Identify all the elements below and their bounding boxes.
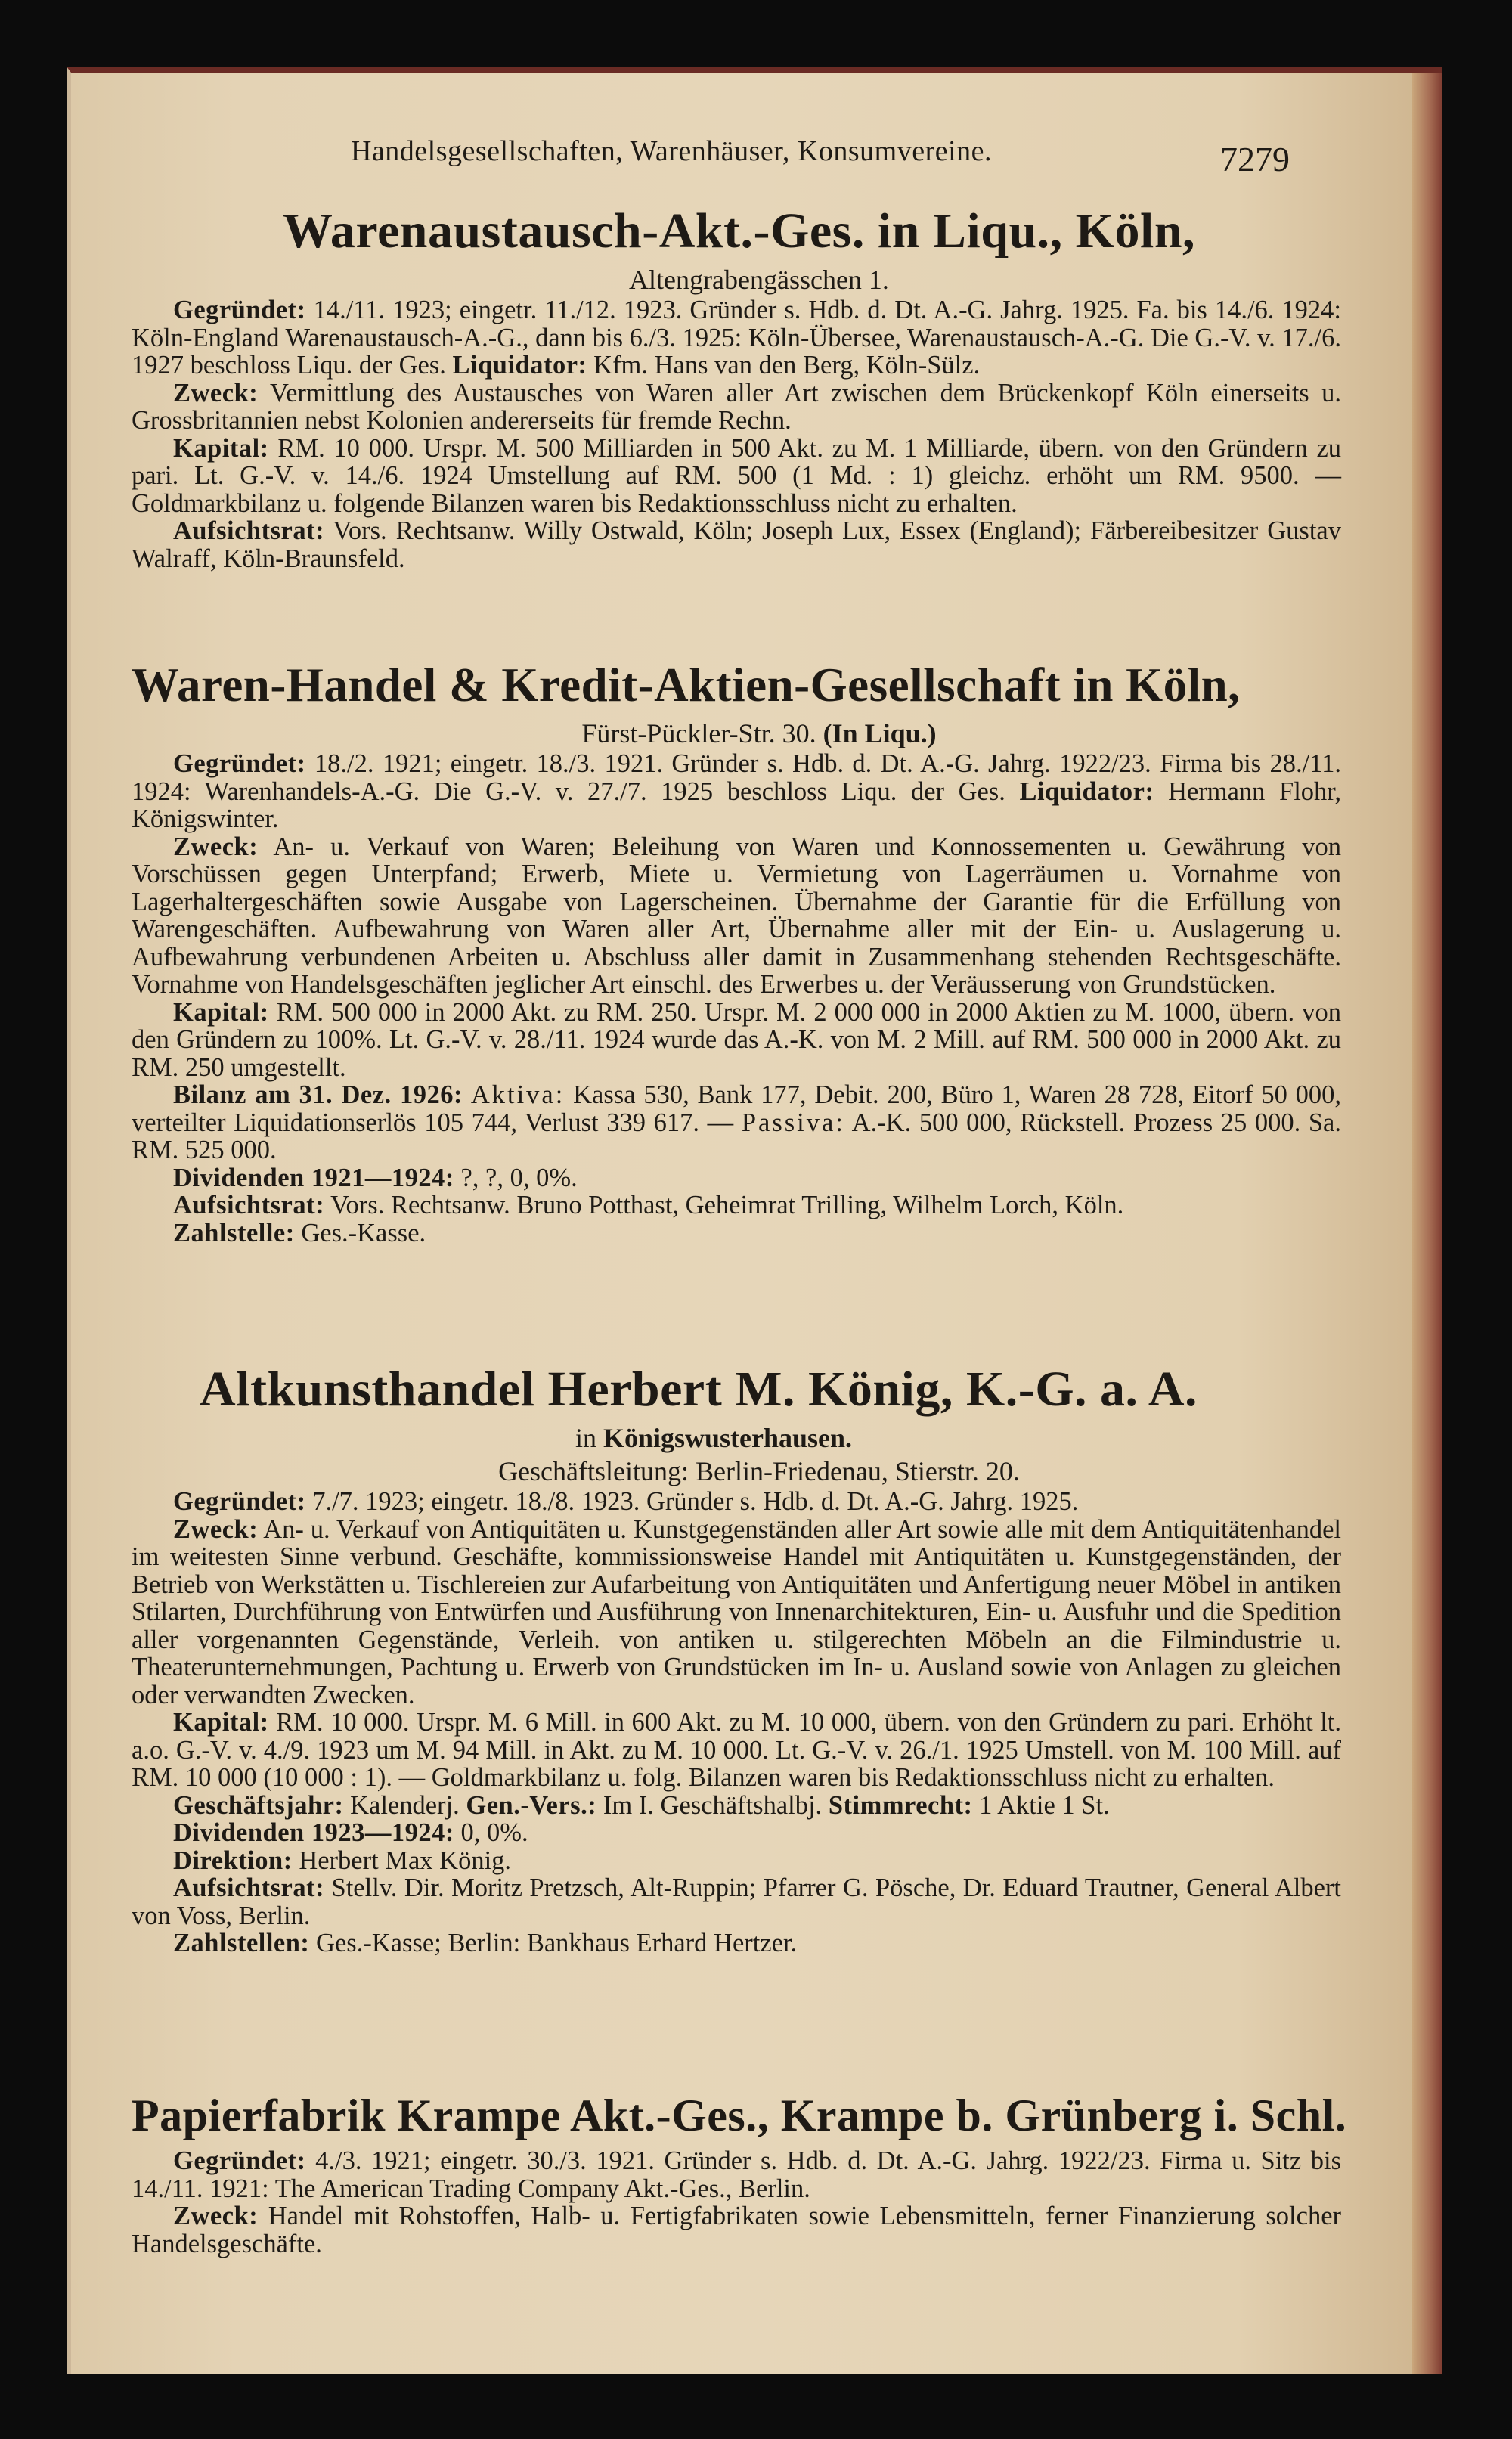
aufsichtsrat-label: Aufsichtsrat:: [173, 516, 325, 545]
dividenden-paragraph: [132, 1164, 1341, 1192]
page-edge: [1412, 73, 1442, 2374]
zahlstellen-label: Zahlstellen:: [173, 1929, 310, 1957]
zahlstellen-paragraph: [132, 1929, 1341, 1957]
stimmrecht-label: Stimmrecht:: [828, 1790, 973, 1820]
zweck-paragraph: [132, 1516, 1341, 1709]
passiva-label: Passiva:: [741, 1108, 845, 1137]
kapital-text: RM. 10 000. Urspr. M. 500 Milliarden in 500 Akt. zu M. 1 Milliarde, übern. von den Gründern zu pari. Lt. G.-V. v. 14./6. 1924 Umstellung auf RM. 500 (1 Md. : 1) gleichz. erhöht um RM. 9500. — Goldmarkbilanz u. folgende Bilanzen waren bis Redaktionsschluss nicht zu erhalten.: [132, 433, 1342, 518]
zahlstellen-text: Ges.-Kasse; Berlin: Bankhaus Erhard Hertzer.: [316, 1929, 798, 1957]
zahlstelle-paragraph: [132, 1220, 1341, 1247]
aufsichtsrat-label: Aufsichtsrat:: [173, 1191, 325, 1220]
gegruendet-label: Gegründet:: [173, 296, 306, 324]
dividenden-text: 0, 0%.: [460, 1818, 528, 1847]
entry-title: Warenaustausch-Akt.-Ges. in Liqu., Köln,: [283, 203, 1196, 259]
kapital-paragraph: [132, 1709, 1341, 1792]
zweck-text: Vermittlung des Austausches von Waren aller Art zwischen dem Brückenkopf Köln einerseits u. Grossbritannien nebst Kolonien andererseits für fremde Rechn.: [132, 378, 1341, 435]
dividenden-label: Dividenden 1923—1924:: [173, 1818, 454, 1847]
aufsichtsrat-text: Vors. Rechtsanw. Bruno Potthast, Geheimrat Trilling, Wilhelm Lorch, Köln.: [330, 1191, 1124, 1220]
geschaeftsjahr-paragraph: [132, 1792, 1341, 1820]
liquidation-status: (In Liqu.): [823, 718, 937, 748]
geschaeftsjahr-text: Kalenderj.: [350, 1790, 460, 1820]
aufsichtsrat-text: Stellv. Dir. Moritz Pretzsch, Alt-Ruppin; Pfarrer G. Pösche, Dr. Eduard Trautner, General Albert von Voss, Berlin.: [132, 1873, 1341, 1930]
entry-title: Waren-Handel & Kredit-Aktien-Gesellschaft in Köln,: [132, 659, 1241, 711]
kapital-label: Kapital:: [173, 433, 269, 463]
zweck-label: Zweck:: [173, 378, 259, 408]
direktion-label: Direktion:: [173, 1846, 293, 1875]
entry-address: [177, 717, 1341, 750]
zweck-paragraph: [132, 833, 1341, 999]
running-head: Handelsgesellschaften, Warenhäuser, Konsumvereine.: [351, 135, 993, 167]
location-prefix: in: [575, 1423, 596, 1453]
page-content: [101, 73, 1347, 2374]
direktion-text: Herbert Max König.: [299, 1846, 512, 1875]
entry-location: [86, 1421, 1341, 1455]
zweck-paragraph: [132, 2202, 1341, 2258]
bilanz-label: Bilanz am 31. Dez. 1926:: [173, 1080, 463, 1109]
entry-address: Geschäftsleitung: Berlin-Friedenau, Stierstr. 20.: [498, 1456, 1020, 1486]
gegruendet-paragraph: [132, 1488, 1341, 1516]
dividenden-label: Dividenden 1921—1924:: [173, 1163, 454, 1192]
dividenden-text: ?, ?, 0, 0%.: [460, 1163, 578, 1192]
liquidator-text: Hermann Flohr, Königswinter.: [132, 776, 1342, 833]
zweck-text: An- u. Verkauf von Waren; Beleihung von Waren und Konnossementen u. Gewährung von Vorschüssen gegen Unterpfand; Erwerb, Miete u. Vermietung von Lagerräumen u. Vornahme von Lagerhaltergeschäften sowie Ausgabe von Lagerscheinen. Übernahme der Garantie für die Erfüllung von Warengeschäften. Aufbewahrung von Waren aller Art, Übernahme aller mit der Ein- u. Auslagerung u. Aufbewahrung verbundenen Arbeiten u. Abschluss aller damit in Zusammenhang stehenden Rechtsgeschäfte. Vornahme von Handelsgeschäften jeglicher Art einschl. des Erwerbes u. der Veräusserung von Grundstücken.: [132, 832, 1341, 999]
location-name: Königswusterhausen.: [603, 1423, 853, 1453]
dividenden-paragraph: [132, 1819, 1341, 1847]
gegruendet-text: 18./2. 1921; eingetr. 18./3. 1921. Gründer s. Hdb. d. Dt. A.-G. Jahrg. 1922/23. Firma bis 28./11. 1924: Warenhandels-A.-G. Die G.-V. v. 27./7. 1925 beschloss Liqu. der Ges.: [132, 749, 1342, 806]
book-page: [67, 67, 1442, 2374]
geschaeftsjahr-label: Geschäftsjahr:: [173, 1790, 344, 1820]
aufsichtsrat-paragraph: [132, 517, 1341, 572]
gegruendet-label: Gegründet:: [173, 2146, 306, 2175]
entry-altkunsthandel: [132, 1358, 1341, 1957]
zweck-paragraph: [132, 380, 1341, 435]
kapital-text: RM. 10 000. Urspr. M. 6 Mill. in 600 Akt. zu M. 10 000, übern. von den Gründern zu pari. Erhöht lt. a.o. G.-V. v. 4./9. 1923 um M. 94 Mill. in Akt. zu M. 10 000. Lt. G.-V. v. 26./1. 1925 Umstell. von M. 100 Mill. auf RM. 10 000 (10 000 : 1). — Goldmarkbilanz u. folg. Bilanzen waren bis Redaktionsschluss nicht zu erhalten.: [132, 1708, 1342, 1792]
gegruendet-label: Gegründet:: [173, 749, 306, 778]
aktiva-label: Aktiva:: [470, 1080, 565, 1109]
liquidator-label: Liquidator:: [452, 351, 587, 380]
zweck-text: An- u. Verkauf von Antiquitäten u. Kunstgegenständen aller Art sowie alle mit dem Antiquitätenhandel im weitesten Sinne verbund. Geschäfte, kommissionsweise Handel mit Antiquitäten u. Kunstgegenständen, der Betrieb von Werkstätten u. Tischlereien zur Aufarbeitung von Antiquitäten und Anfertigung neuer Möbel in antiken Stilarten, Durchführung von Entwürfen und Ausführung von Innenarchitekturen, Ein- u. Ausfuhr und die Spedition aller vorgenannten Gegenstände, Verleih. von antiken u. stilgerechten Möbeln an die Filmindustrie u. Theaterunternehmungen, Pachtung u. Erwerb von Grundstücken im In- u. Ausland sowie von Anlagen zu gleichen oder verwandten Zwecken.: [132, 1514, 1341, 1709]
stimmrecht-text: 1 Aktie 1 St.: [979, 1790, 1110, 1820]
genvers-text: Im I. Geschäftshalbj.: [603, 1790, 823, 1820]
gegruendet-paragraph: [132, 750, 1341, 833]
zweck-text: Handel mit Rohstoffen, Halb- u. Fertigfabrikaten sowie Lebensmitteln, ferner Finanzierung solcher Handelsgeschäfte.: [132, 2202, 1341, 2258]
genvers-label: Gen.-Vers.:: [466, 1790, 597, 1820]
zahlstelle-label: Zahlstelle:: [173, 1218, 295, 1247]
bilanz-aktiva-text: Kassa 530, Bank 177, Debit. 200, Büro 1, Waren 28 728, Eitorf 50 000, verteilter Liquidationserlös 105 744, Verlust 339 617. —: [132, 1080, 1342, 1137]
liquidator-label: Liquidator:: [1019, 776, 1154, 806]
zweck-label: Zweck:: [173, 832, 259, 861]
kapital-label: Kapital:: [173, 997, 269, 1027]
bilanz-passiva-text: A.-K. 500 000, Rückstell. Prozess 25 000. Sa. RM. 525 000.: [132, 1108, 1341, 1164]
zahlstelle-text: Ges.-Kasse.: [301, 1218, 426, 1247]
gegruendet-label: Gegründet:: [173, 1487, 306, 1516]
kapital-paragraph: [132, 435, 1341, 518]
bilanz-paragraph: [132, 1081, 1341, 1164]
aufsichtsrat-paragraph: [132, 1192, 1341, 1220]
gegruendet-paragraph: [132, 296, 1341, 380]
aufsichtsrat-text: Vors. Rechtsanw. Willy Ostwald, Köln; Joseph Lux, Essex (England); Färbereibesitzer Gustav Walraff, Köln-Braunsfeld.: [132, 516, 1341, 573]
gegruendet-text: 4./3. 1921; eingetr. 30./3. 1921. Gründer s. Hdb. d. Dt. A.-G. Jahrg. 1922/23. Firma u. Sitz bis 14./11. 1921: The American Trading Company Akt.-Ges., Berlin.: [132, 2146, 1341, 2203]
gegruendet-paragraph: [132, 2147, 1341, 2202]
entry-address: Altengrabengässchen 1.: [629, 265, 889, 295]
kapital-label: Kapital:: [173, 1708, 269, 1737]
liquidator-text: Kfm. Hans van den Berg, Köln-Sülz.: [593, 351, 981, 380]
zweck-label: Zweck:: [173, 1514, 259, 1544]
entry-papierfabrik-krampe: [132, 2084, 1347, 2258]
kapital-paragraph: [132, 999, 1341, 1082]
address-text: Fürst-Pückler-Str. 30.: [581, 718, 816, 748]
aufsichtsrat-label: Aufsichtsrat:: [173, 1873, 325, 1902]
direktion-paragraph: [132, 1847, 1341, 1875]
zweck-label: Zweck:: [173, 2202, 259, 2230]
page-number: 7279: [1220, 140, 1290, 178]
entry-warenaustausch: [132, 200, 1341, 572]
gegruendet-text: 14./11. 1923; eingetr. 11./12. 1923. Gründer s. Hdb. d. Dt. A.-G. Jahrg. 1925. Fa. bis 14./6. 1924: Köln-England Warenaustausch-A.-G., dann bis 6./3. 1925: Köln-Übersee, Warenaustausch-A.-G. Die G.-V. v. 17./6. 1927 beschloss Liqu. der Ges.: [132, 296, 1341, 380]
kapital-text: RM. 500 000 in 2000 Akt. zu RM. 250. Urspr. M. 2 000 000 in 2000 Aktien zu M. 1000, übern. von den Gründern zu 100%. Lt. G.-V. v. 28./11. 1924 wurde das A.-K. von M. 2 Mill. auf RM. 500 000 in 2000 Akt. zu RM. 250 umgestellt.: [132, 997, 1341, 1082]
gegruendet-text: 7./7. 1923; eingetr. 18./8. 1923. Gründer s. Hdb. d. Dt. A.-G. Jahrg. 1925.: [312, 1487, 1079, 1516]
aufsichtsrat-paragraph: [132, 1874, 1341, 1929]
entry-title: Papierfabrik Krampe Akt.-Ges., Krampe b. Grünberg i. Schl.: [132, 2090, 1347, 2140]
entry-waren-handel: [132, 653, 1341, 1247]
entry-title: Altkunsthandel Herbert M. König, K.-G. a. A.: [200, 1362, 1198, 1417]
